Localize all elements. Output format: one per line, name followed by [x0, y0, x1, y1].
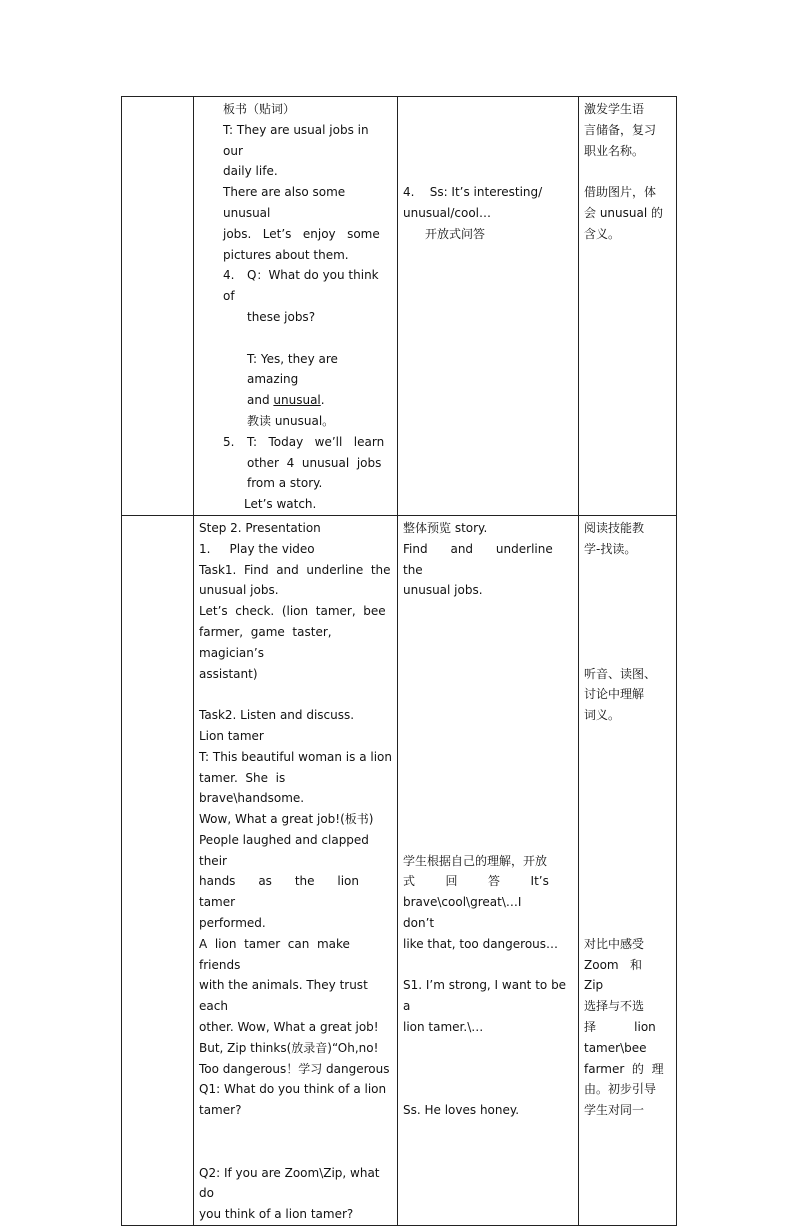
text-line: Task2. Listen and discuss. — [199, 708, 355, 723]
text-line: these jobs? — [247, 309, 316, 324]
text-line: 词义。 — [584, 708, 621, 723]
underlined-word: unusual — [273, 393, 321, 408]
table-row — [122, 97, 677, 516]
list-item — [223, 265, 391, 307]
text-line: 整体预览 story. — [403, 520, 488, 535]
text-line: Zoom 和 Zip — [584, 957, 654, 993]
text-line: 学生根据自己的理解，开放 — [403, 853, 548, 868]
text-line: Find and underline the — [403, 541, 576, 577]
purpose-cell — [579, 97, 677, 516]
text-line: unusual jobs. — [403, 583, 483, 598]
text-line: brave\cool\great\…I don’t — [403, 895, 545, 931]
text-line: People laughed and clapped their — [199, 832, 373, 868]
text-line: 学-找读。 — [584, 541, 637, 556]
text-line: 阅读技能教 — [584, 520, 645, 535]
text-line: other 4 unusual jobs — [247, 455, 382, 470]
text-line: Step 2. Presentation — [199, 520, 321, 535]
text-line: 由。初步引导 — [584, 1082, 657, 1097]
text-line — [223, 390, 391, 411]
text-line: 教读 unusual。 — [247, 413, 335, 428]
teacher-activity-cell — [194, 515, 398, 1225]
text-line: farmer, game taster, magician’s — [199, 624, 340, 660]
text-line: 含义。 — [584, 226, 621, 241]
text-line: jobs. Let’s enjoy some — [223, 226, 380, 241]
text-line: other. Wow, What a great job! — [199, 1020, 379, 1035]
student-activity-cell — [398, 515, 579, 1225]
text-line: Wow, What a great job!(板书) — [199, 812, 374, 827]
text-line: S1. I’m strong, I want to be a — [403, 978, 570, 1014]
text-line: 对比中感受 — [584, 936, 645, 951]
text-line: performed. — [199, 916, 266, 931]
text-line: with the animals. They trust each — [199, 978, 372, 1014]
text-line: like that, too dangerous… — [403, 936, 559, 951]
text-line: Q1: What do you think of a lion — [199, 1082, 387, 1097]
text-line: 会 unusual 的 — [584, 205, 663, 220]
text-line: T: Yes, they are amazing — [247, 351, 342, 387]
text-line: Let’s watch. — [244, 497, 317, 512]
text-line: T: This beautiful woman is a lion — [199, 749, 392, 764]
text-line: 式 回 答 It’s — [403, 874, 549, 889]
text-line: 借助图片，体 — [584, 185, 657, 200]
text-line: assistant) — [199, 666, 258, 681]
text-line: unusual/cool… — [403, 205, 492, 220]
text-line: daily life. — [223, 164, 278, 179]
text-line: tamer\bee — [584, 1040, 647, 1055]
text-line: Lion tamer — [199, 728, 264, 743]
text-line: farmer 的 理 — [584, 1061, 664, 1076]
text-line: lion tamer.\… — [403, 1020, 484, 1035]
step-cell — [122, 515, 194, 1225]
text-line: 1. Play the video — [199, 541, 315, 556]
text-line: hands as the lion tamer — [199, 874, 382, 910]
text-line: But, Zip thinks(放录音)“Oh,no! — [199, 1040, 379, 1055]
text-line: 激发学生语 — [584, 102, 645, 116]
text-line: 开放式问答 — [425, 226, 486, 241]
text-line: A lion tamer can make friends — [199, 936, 358, 972]
text-line: pictures about them. — [223, 247, 349, 262]
purpose-cell — [579, 515, 677, 1225]
list-number: 5. — [223, 434, 235, 449]
text-line: 讨论中理解 — [584, 687, 645, 702]
text-line: Too dangerous！学习 dangerous — [199, 1061, 390, 1076]
step-cell — [122, 97, 194, 516]
text-line: 4. Ss: It’s interesting/ — [403, 185, 543, 200]
text-line: Q：What do you think of — [223, 268, 383, 304]
text-line: 板书（贴词） — [223, 102, 296, 116]
text-line: tamer? — [199, 1103, 242, 1118]
text-line: 择 lion — [584, 1020, 656, 1035]
text-line: 学生对同一 — [584, 1103, 645, 1118]
text-line: unusual jobs. — [199, 583, 279, 598]
text-line: from a story. — [247, 476, 323, 491]
student-activity-cell — [398, 97, 579, 516]
text-line: Task1. Find and underline the — [199, 562, 391, 577]
text-line: 言储备，复习 — [584, 122, 657, 137]
text-line: Ss. He loves honey. — [403, 1103, 520, 1118]
text-line: T: They are usual jobs in our — [223, 122, 373, 158]
text-line: 职业名称。 — [584, 143, 645, 158]
blank-line — [223, 328, 391, 349]
list-item — [223, 432, 391, 453]
lesson-plan-table — [121, 96, 677, 1226]
text-line: 选择与不选 — [584, 999, 645, 1014]
text-line: There are also some unusual — [223, 185, 349, 220]
text-line: Let’s check. (lion tamer, bee — [199, 604, 386, 619]
table-row — [122, 515, 677, 1225]
text-line: tamer. She is brave\handsome. — [199, 770, 305, 806]
text-line: 听音、读图、 — [584, 666, 657, 681]
teacher-activity-cell — [194, 97, 398, 516]
text-line: you think of a lion tamer? — [199, 1207, 354, 1222]
text-fragment: and — [247, 393, 274, 408]
text-fragment: . — [320, 393, 325, 408]
text-line: T: Today we’ll learn — [247, 434, 385, 449]
text-line: Q2: If you are Zoom\Zip, what do — [199, 1165, 384, 1201]
list-number: 4. — [223, 268, 235, 283]
